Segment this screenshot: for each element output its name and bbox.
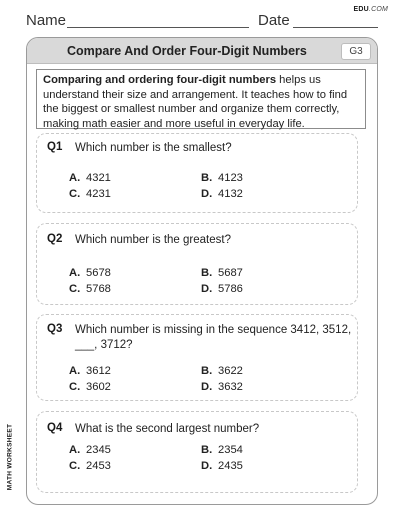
option-d[interactable]: D. 5786 xyxy=(201,283,243,295)
brand-logo: EDU.COM xyxy=(353,6,388,13)
date-field[interactable] xyxy=(293,27,378,28)
question-number: Q1 xyxy=(47,141,63,153)
question-number: Q2 xyxy=(47,233,63,245)
option-c[interactable]: C. 5768 xyxy=(69,283,111,295)
grade-badge: G3 xyxy=(341,43,371,60)
question-4-box xyxy=(36,411,358,493)
option-c[interactable]: C. 3602 xyxy=(69,381,111,393)
option-b[interactable]: B. 3622 xyxy=(201,365,243,377)
question-number: Q4 xyxy=(47,422,63,434)
option-d[interactable]: D. 4132 xyxy=(201,188,243,200)
option-b[interactable]: B. 2354 xyxy=(201,444,243,456)
date-label: Date xyxy=(258,12,290,29)
question-text: Which number is missing in the sequence 3412, 3512, ___, 3712? xyxy=(75,324,352,351)
option-d[interactable]: D. 2435 xyxy=(201,460,243,472)
title-bar xyxy=(27,38,377,64)
side-label xyxy=(4,412,16,502)
option-b[interactable]: B. 5687 xyxy=(201,267,243,279)
question-1-box xyxy=(36,133,358,213)
question-number: Q3 xyxy=(47,323,63,335)
intro-rest: helps us understand their size and arrangement. It teaches how to find the biggest or smallest number and organize them correctly, making math easier and more useful in everyday life. xyxy=(43,74,348,130)
option-a[interactable]: A. 2345 xyxy=(69,444,111,456)
name-label: Name xyxy=(26,12,67,29)
side-label-text: MATH WORKSHEET xyxy=(6,423,14,491)
intro-bold: Comparing and ordering four-digit numbers xyxy=(43,74,277,86)
option-a[interactable]: A. 4321 xyxy=(69,172,111,184)
worksheet-title: Compare And Order Four-Digit Numbers xyxy=(67,44,307,58)
option-d[interactable]: D. 3632 xyxy=(201,381,243,393)
option-a[interactable]: A. 5678 xyxy=(69,267,111,279)
question-3-box xyxy=(36,314,358,401)
name-field[interactable] xyxy=(67,27,249,28)
option-a[interactable]: A. 3612 xyxy=(69,365,111,377)
option-b[interactable]: B. 4123 xyxy=(201,172,243,184)
question-text: Which number is the greatest? xyxy=(75,234,231,246)
question-text: What is the second largest number? xyxy=(75,423,260,435)
intro-text xyxy=(36,69,366,129)
option-c[interactable]: C. 2453 xyxy=(69,460,111,472)
question-2-box xyxy=(36,223,358,305)
question-text: Which number is the smallest? xyxy=(75,142,232,154)
option-c[interactable]: C. 4231 xyxy=(69,188,111,200)
